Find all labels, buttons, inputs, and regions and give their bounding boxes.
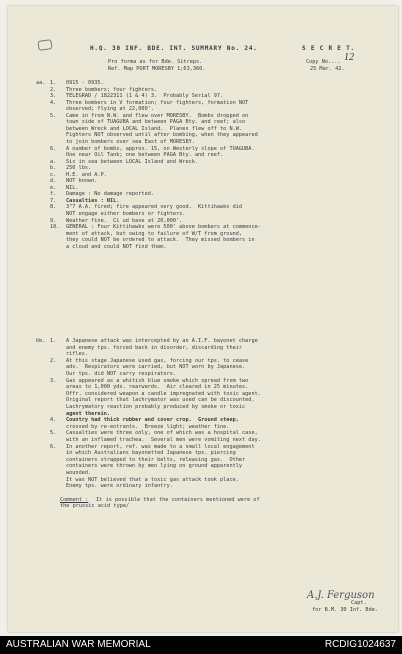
item-number: a. (50, 158, 57, 165)
item-number: 7. (50, 197, 57, 204)
section_bb-marker: bb. (36, 338, 46, 344)
item-number: e. (50, 184, 57, 191)
item-number: 10. (50, 224, 60, 231)
item-number: d. (50, 178, 57, 185)
item-text: a cloud and could NOT find them. (66, 243, 167, 250)
item-number: 4. (50, 417, 57, 424)
item-text: 3"7 A.A. fired; fire appeared very good. Kittihawks did (66, 204, 243, 211)
item-text: agent therein. (66, 410, 111, 417)
item-text: they could NOT be ordered to attack. They missed bombers in (66, 237, 255, 244)
item-text: Three bombers in V formation; four fighters, formation NOT (66, 99, 249, 106)
item-text: One near Oil Tank; one between PAGA Bty. and reef. (66, 152, 224, 159)
proforma-line: Pro forma as for Bde. Sitreps. (108, 59, 203, 65)
item-text: Came in from N.W. and flew over MORESBY. Bombs dropped on (66, 112, 249, 119)
item-number: 6. (50, 145, 57, 152)
item-text: Lachrymatory reaction probably produced by smoke or toxic (66, 404, 246, 410)
item-text: TELEGRAD / 1822311 (1 & 4) 3. Probably Serial 97. (66, 93, 224, 100)
item-text: Fighters NOT observed until after bombing, when they appeared (66, 132, 258, 139)
footer-record-id: RCDIG1024637 (324, 639, 396, 650)
item-text: GENERAL : Four Kittihawks were 500' above bombers at commence- (66, 224, 261, 231)
item-text: rifles. (66, 351, 89, 358)
item-text: At this stage Japanese used gas, forcing our tps. to cease (66, 357, 249, 364)
item-text: Our tps. did NOT carry respirators. (66, 371, 177, 377)
item-text: Three bombers; four fighters. (66, 86, 158, 93)
item-text: It was NOT believed that a toxic gas attack took place. (66, 476, 239, 483)
item-text: containers were thrown by men lying on ground apparently (66, 463, 243, 470)
item-text: A Japanese attack was intercepted by an A.I.F. bayonet charge (66, 338, 258, 344)
item-text: NOT engage either bombers or fighters. (66, 211, 186, 217)
item-number: f. (50, 191, 57, 198)
item-text: town side of TUAGUBA and between PAGA Bty. and reef; also (66, 119, 246, 126)
item-text: Country had thick rubber and cover crop. Ground steep, (66, 417, 239, 424)
item-text: In another report, ref. was made to a small local engagement (66, 443, 255, 450)
item-number: b. (50, 165, 57, 172)
item-number: 6. (50, 443, 57, 450)
item-number: 8. (50, 204, 57, 211)
signature-role: for B.M. 30 Inf. Bde. (312, 607, 379, 613)
item-text: with an inflamed trachea. Several men were vomiting next day. (66, 437, 261, 443)
summary-title: H.Q. 30 INF. BDE. INT. SUMMARY No. 24. (90, 45, 258, 52)
item-text: Original report that lachrymator was used can be discounted. (66, 397, 255, 404)
item-text: areas to 1,000 yds. rearwards. Air cleared in 25 minutes. (66, 384, 249, 391)
item-number: 2. (50, 86, 57, 93)
copy-no-value: 12 (344, 52, 354, 63)
item-text: A number of bombs, approx. 15, on Westerly slope of TUAGUBA. (66, 145, 255, 152)
item-text: Offr. considered weapon a candle impregnated with toxic agent. (66, 390, 261, 397)
item-text: crossed by re-entrants. Breeze light; weather fine. (66, 423, 230, 430)
item-text: NOT known. (66, 178, 98, 185)
ref-map-line: Ref. Map PORT MORESBY 1;63,360. (108, 66, 206, 72)
item-number: 1. (50, 338, 57, 344)
comment-text: It is possible that the containers mentioned were of (93, 497, 260, 503)
item-text: Enemy tps. were ordinary infantry. (66, 483, 173, 490)
item-text: observed; flying at 22,000'. (66, 106, 155, 113)
item-text: to join bombers over sea East of MORESBY. (66, 138, 195, 145)
item-text: Casualties were three only, one of which was a hospital case, (66, 430, 258, 437)
item-text: Casualties : NIL. (66, 197, 120, 204)
item-number: 5. (50, 430, 57, 437)
section_aa-marker: aa. (36, 80, 46, 86)
item-text: Weather fine. Ci ud base at 20,000'. (66, 217, 183, 224)
handwritten-signature: A.J. Ferguson (307, 590, 375, 601)
item-text: and enemy tps. forced back in disorder, discarding their (66, 344, 243, 351)
paper-mark (37, 39, 52, 51)
item-text: 0915 - 0935. (66, 80, 104, 86)
classification-stamp: S E C R E T. (302, 45, 355, 52)
comment-text-continued: the prussic acid type/ (60, 503, 130, 509)
item-text: Damage : No damage reported. (66, 191, 155, 198)
date-line: 25 Mar. 42. (310, 66, 345, 72)
archive-footer (0, 636, 402, 654)
comment-label: Comment : (60, 497, 89, 503)
item-number: 2. (50, 357, 57, 364)
item-number: c. (50, 171, 57, 178)
item-text: NIL. (66, 184, 79, 191)
item-text: ment of attack, but owing to failure of W/T from ground, (66, 230, 243, 237)
item-text: adv. Respirators were carried, but NOT worn by Japanese. (66, 364, 246, 371)
item-number: 1. (50, 80, 57, 86)
item-number: 3. (50, 93, 57, 100)
item-number: 4. (50, 99, 57, 106)
item-text: Gas appeared as a whitish blue smoke which spread from two (66, 377, 249, 384)
item-number: 9. (50, 217, 57, 224)
item-number: 5. (50, 112, 57, 119)
item-text: H.E. and A.P. (66, 171, 107, 178)
item-text: between Wreck and LOCAL Island. Planes flew off to N.W. (66, 125, 243, 132)
copy-no-label: Copy No.... (306, 59, 341, 65)
item-text: in which Australians bayonetted Japanese tps. piercing (66, 450, 236, 457)
footer-institution: AUSTRALIAN WAR MEMORIAL (6, 639, 151, 650)
signature-rank: Capt. (351, 600, 367, 606)
item-text: containers strapped to their belts, releasing gas. Other (66, 456, 246, 463)
item-text: Six in sea between LOCAL Island and Wreck. (66, 158, 199, 165)
item-text: 250 lbs. (66, 165, 92, 172)
item-number: 3. (50, 377, 57, 384)
item-text: wounded. (66, 470, 92, 476)
